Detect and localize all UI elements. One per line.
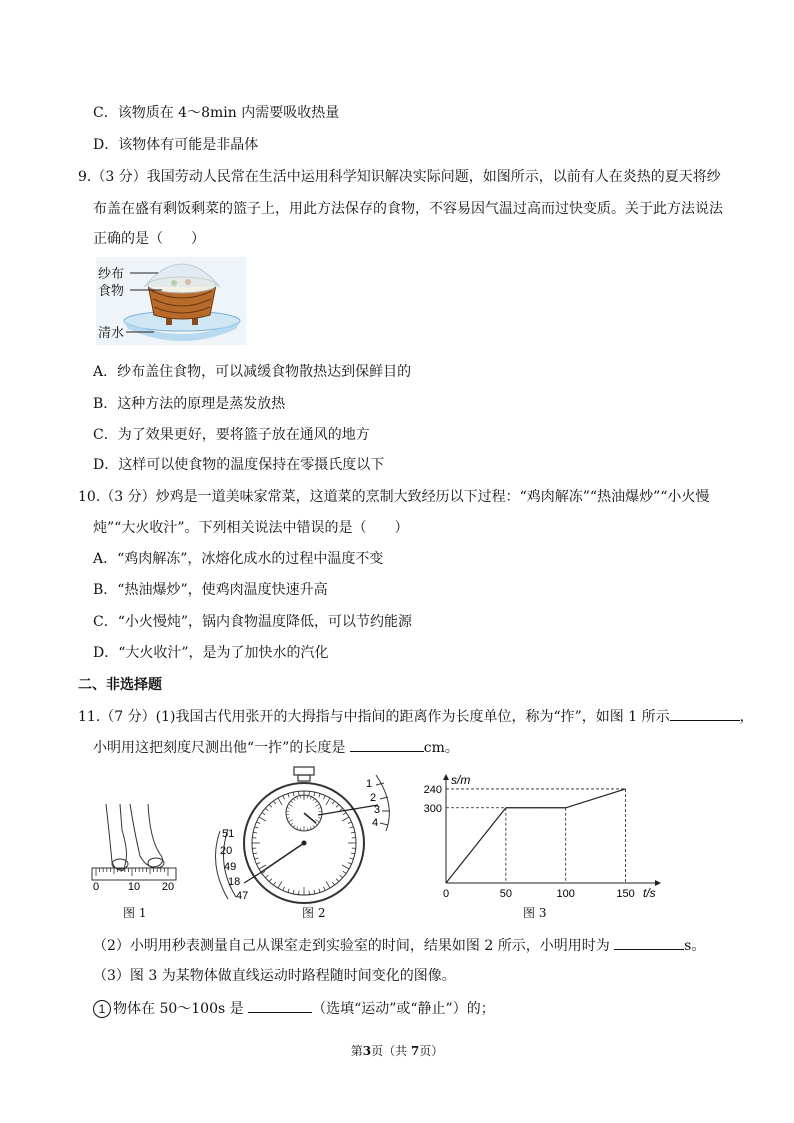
q9-option-d: D．这样可以使食物的温度保持在零摄氏度以下 — [93, 457, 385, 473]
q11-part3: （3）图 3 为某物体做直线运动时路程随时间变化的图像。 — [93, 968, 456, 984]
big-scale-18: 18 — [228, 876, 241, 888]
x-axis-label: t/s — [643, 886, 656, 900]
label-water: 清水 — [98, 325, 125, 340]
y-tick-label-300: 240 — [423, 783, 442, 796]
footer-mid: 页（共 — [371, 1044, 411, 1058]
second-hand — [260, 843, 304, 873]
label-gauze: 纱布 — [98, 266, 125, 281]
q11-part3-1-text: 物体在 50～100s 是 — [113, 1001, 249, 1017]
section-heading: 二、非选择题 — [78, 677, 162, 693]
q9-stem-line2: 布盖在盛有剩饭剩菜的篮子上，用此方法保存的食物，不容易因气温过高而过快变质。关于此方法说法 — [93, 201, 723, 217]
q10-option-b: B．“热油爆炒”，使鸡肉温度快速升高 — [93, 582, 328, 598]
q10-option-d: D．“大火收汁”，是为了加快水的汽化 — [93, 645, 329, 661]
q10-stem-line1: 10.（3 分）炒鸡是一道美味家常菜，这道菜的烹制大致经历以下过程：“鸡肉解冻”“热油爆炒”“小火慢 — [78, 489, 710, 505]
q11-part2-unit: s。 — [684, 938, 706, 954]
big-scale-51: 51 — [222, 828, 235, 840]
answer-blank-2[interactable] — [350, 737, 424, 752]
x-tick-label-0: 0 — [442, 888, 450, 900]
ruler-tick-0: 0 — [92, 881, 100, 892]
footer-post: 页） — [419, 1044, 444, 1058]
big-scale-49: 49 — [224, 861, 237, 873]
q11-part2 — [93, 935, 705, 956]
ruler-tick-10: 10 — [127, 881, 141, 892]
q9-option-c: C．为了效果更好，要将篮子放在通风的地方 — [93, 427, 370, 443]
x-tick-label-100: 100 — [556, 888, 575, 900]
figure-2-caption: 图 2 — [302, 906, 326, 920]
line-segment-2 — [566, 789, 626, 808]
q9-stem-line3: 正确的是（ ） — [93, 231, 205, 247]
q11-stem-line1-text: 11.（7 分）(1)我国古代用张开的大拇指与中指间的距离作为长度单位，称为“拃”，如图 1 所示 — [78, 709, 670, 725]
q10-option-c: C．“小火慢炖”，锅内食物温度降低，可以节约能源 — [93, 614, 413, 630]
x-tick-label-50: 50 — [499, 888, 512, 900]
q10-option-a: A．“鸡肉解冻”，冰熔化成水的过程中温度不变 — [93, 551, 384, 567]
footer-page: 3 — [362, 1044, 372, 1058]
footer-pre: 第 — [350, 1044, 363, 1058]
q11-stem-line1 — [78, 706, 754, 727]
big-scale-20: 20 — [220, 845, 233, 857]
hand-outline — [106, 804, 127, 870]
option-c-prev: C．该物质在 4～8min 内需要吸收热量 — [93, 105, 340, 121]
q11-stem-line2 — [93, 737, 459, 758]
small-dial-1: 1 — [366, 778, 373, 790]
page-footer — [0, 1042, 794, 1059]
big-scale-47: 47 — [236, 890, 249, 902]
figure-3-st-chart — [415, 770, 670, 900]
q11-stem-line1-end: ， — [739, 709, 754, 725]
small-dial-4: 4 — [372, 817, 379, 829]
q9-stem-line1: 9.（3 分）我国劳动人民常在生活中运用科学知识解决实际问题，如图所示，以前有人在炎热的夏天将纱 — [78, 169, 721, 185]
q10-stem-line2: 炖”“大火收汁”。下列相关说法中错误的是（ ） — [93, 520, 409, 536]
figure-3-caption: 图 3 — [523, 906, 547, 920]
q9-basket-figure — [96, 257, 246, 345]
q11-line2-unit: cm。 — [423, 740, 459, 756]
q11-part2-text: （2）小明用秒表测量自己从课室走到实验室的时间，结果如图 2 所示，小明用时为 — [93, 938, 615, 954]
label-food: 食物 — [98, 283, 125, 298]
q11-line2-text: 小明用这把刻度尺测出他“一拃”的长度是 — [93, 740, 350, 756]
footer-total: 7 — [410, 1044, 420, 1058]
ruler-tick-20: 20 — [161, 881, 175, 892]
figure-2-stopwatch — [200, 765, 400, 905]
small-dial-3: 3 — [374, 804, 381, 816]
answer-blank-1[interactable] — [670, 706, 740, 721]
q9-option-a: A．纱布盖住食物，可以减缓食物散热达到保鲜目的 — [93, 364, 412, 380]
option-d-prev: D．该物体有可能是非晶体 — [93, 137, 259, 153]
circled-number-1: 1 — [93, 1000, 111, 1018]
q11-part3-1-post: （选填“运动”或“静止”）的； — [312, 1001, 495, 1017]
x-tick-label-150: 150 — [616, 888, 635, 900]
answer-blank-4[interactable] — [248, 998, 312, 1013]
figure-1-caption: 图 1 — [123, 906, 147, 920]
figure-1-ruler — [90, 800, 190, 892]
minute-hand — [304, 813, 316, 823]
y-tick-label-240: 300 — [423, 802, 442, 815]
line-segment-0 — [446, 808, 506, 883]
y-axis-label: s/m — [451, 773, 471, 787]
q9-option-b: B．这种方法的原理是蒸发放热 — [93, 396, 286, 412]
answer-blank-3[interactable] — [614, 935, 684, 950]
q11-part3-1 — [93, 998, 495, 1019]
small-dial-2: 2 — [370, 792, 377, 804]
ruler — [92, 868, 176, 880]
